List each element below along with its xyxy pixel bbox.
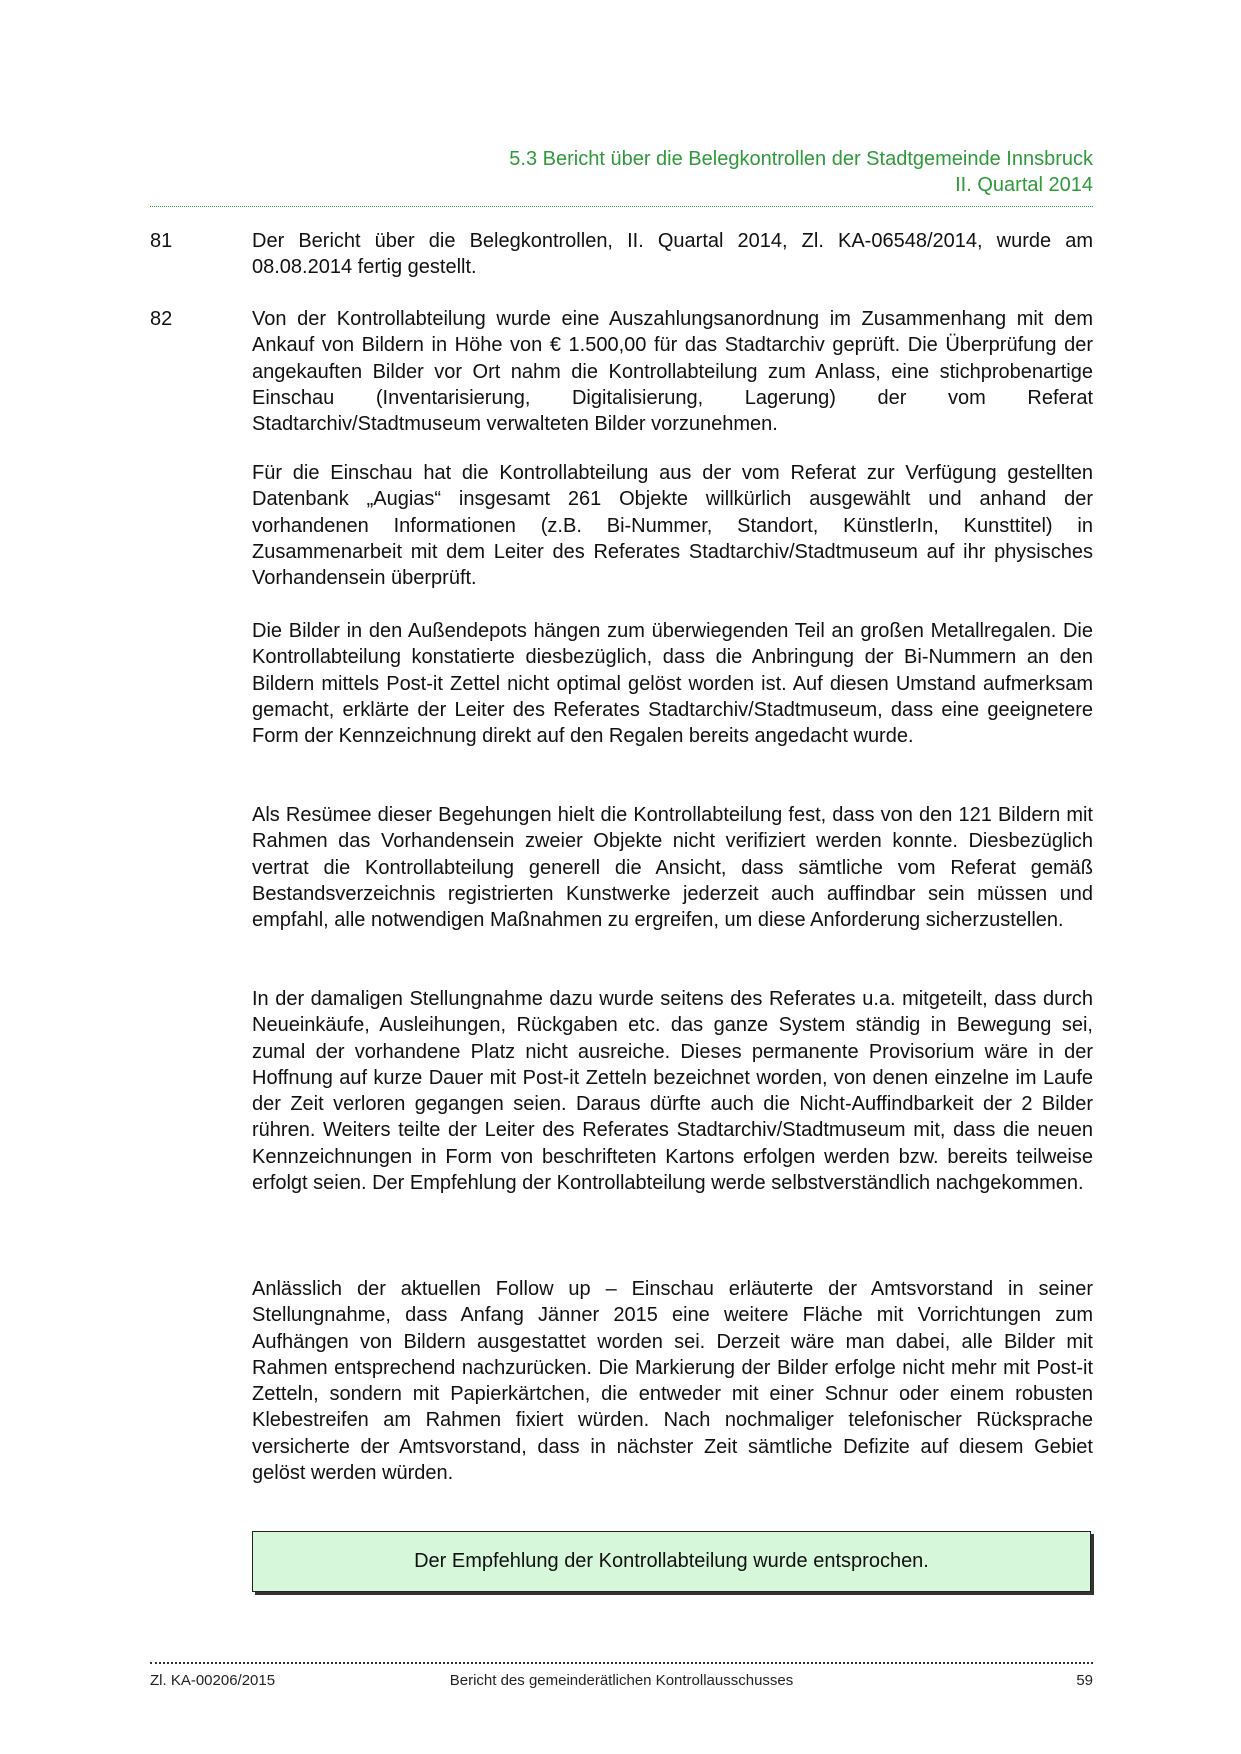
page-footer xyxy=(150,1672,1093,1694)
footer-divider xyxy=(150,1662,1093,1664)
page-number: 59 xyxy=(1076,1672,1093,1689)
recommendation-text: Der Empfehlung der Kontrollabteilung wurde entsprochen. xyxy=(414,1550,929,1572)
report-title: Bericht des gemeinderätlichen Kontrollausschusses xyxy=(449,1672,794,1689)
paragraph-82-follow-up xyxy=(150,1276,1093,1486)
header-divider xyxy=(150,206,1093,207)
section-subtitle: II. Quartal 2014 xyxy=(955,174,1093,196)
paragraph-82-stellungnahme xyxy=(150,986,1093,1196)
paragraph-82-einschau xyxy=(150,460,1093,591)
paragraph-82 xyxy=(150,306,1093,437)
section-header xyxy=(150,146,1093,198)
paragraph-text: Anlässlich der aktuellen Follow up – Einschau erläuterte der Amtsvorstand in seiner Stellungnahme, dass Anfang Jänner 2015 eine weitere Fläche mit Vorrichtungen zum Aufhängen von Bildern ausgestattet worden sei. Derzeit wäre man dabei, alle Bilder mit Rahmen entsprechend nachzurücken. Die Markierung der Bilder erfolge nicht mehr mit Post-it Zetteln, sondern mit Papierkärtchen, die entweder mit einer Schnur oder einem robusten Klebestreifen am Rahmen fixiert würden. Nach nochmaliger telefonischer Rücksprache versicherte der Amtsvorstand, dass in nächster Zeit sämtliche Defizite auf diesem Gebiet gelöst werden würden. xyxy=(252,1278,1093,1485)
reference-number: Zl. KA-00206/2015 xyxy=(150,1672,276,1689)
paragraph-text: Die Bilder in den Außendepots hängen zum überwiegenden Teil an großen Metallregalen. Die Kontrollabteilung konstatierte diesbezüglich, dass die Anbringung der Bi-Nummern an den Bildern mittels Post-it Zettel nicht optimal gelöst worden ist. Auf diesen Umstand aufmerksam gemacht, erklärte der Leiter des Referates Stadtarchiv/Stadtmuseum, dass eine geeignetere Form der Kennzeichnung direkt auf den Regalen bereits angedacht wurde. xyxy=(252,620,1093,748)
paragraph-text: In der damaligen Stellungnahme dazu wurde seitens des Referates u.a. mitgeteilt, dass durch Neueinkäufe, Ausleihungen, Rückgaben etc. das ganze System ständig in Bewegung sei, zumal der vorhandene Platz nicht ausreiche. Dieses permanente Provisorium wäre in der Hoffnung auf kurze Dauer mit Post-it Zetteln bezeichnet worden, von denen einzelne im Laufe der Zeit verloren gegangen seien. Daraus dürfte auch die Nicht-Auffindbarkeit der 2 Bilder rühren. Weiters teilte der Leiter des Referates Stadtarchiv/Stadtmuseum mit, dass die neuen Kennzeichnungen in Form von beschrifteten Kartons erfolgen werden bzw. bereits teilweise erfolgt seien. Der Empfehlung der Kontrollabteilung werde selbstverständlich nachgekommen. xyxy=(252,988,1093,1195)
paragraph-text: Als Resümee dieser Begehungen hielt die Kontrollabteilung fest, dass von den 121 Bildern mit Rahmen das Vorhandensein zweier Objekte nicht verifiziert werden konnte. Diesbezüglich vertrat die Kontrollabteilung generell die Ansicht, dass sämtliche vom Referat gemäß Bestandsverzeichnis registrierten Kunstwerke jederzeit auch auffindbar sein müssen und empfahl, alle notwendigen Maßnahmen zu ergreifen, um diese Anforderung sicherzustellen. xyxy=(252,804,1093,932)
paragraph-81 xyxy=(150,228,1093,281)
paragraph-text: Der Bericht über die Belegkontrollen, II. Quartal 2014, Zl. KA-06548/2014, wurde am 08.08.2014 fertig gestellt. xyxy=(252,230,1093,279)
paragraph-82-aussendepots xyxy=(150,618,1093,749)
recommendation-box xyxy=(252,1531,1091,1592)
section-title: 5.3 Bericht über die Belegkontrollen der Stadtgemeinde Innsbruck xyxy=(509,148,1093,170)
paragraph-number: 81 xyxy=(150,230,173,252)
paragraph-number: 82 xyxy=(150,308,173,330)
paragraph-text: Für die Einschau hat die Kontrollabteilung aus der vom Referat zur Verfügung gestellten Datenbank „Augias“ insgesamt 261 Objekte willkürlich ausgewählt und anhand der vorhandenen Informationen (z.B. Bi-Nummer, Standort, KünstlerIn, Kunsttitel) in Zusammenarbeit mit dem Leiter des Referates Stadtarchiv/Stadtmuseum auf ihr physisches Vorhandensein überprüft. xyxy=(252,462,1093,590)
paragraph-82-resuemee xyxy=(150,802,1093,933)
paragraph-text: Von der Kontrollabteilung wurde eine Auszahlungsanordnung im Zusammenhang mit dem Ankauf von Bildern in Höhe von € 1.500,00 für das Stadtarchiv geprüft. Die Überprüfung der angekauften Bilder vor Ort nahm die Kontrollabteilung zum Anlass, eine stichprobenartige Einschau (Inventarisierung, Digitalisierung, Lagerung) der vom Referat Stadtarchiv/Stadtmuseum verwalteten Bilder vorzunehmen. xyxy=(252,308,1093,436)
